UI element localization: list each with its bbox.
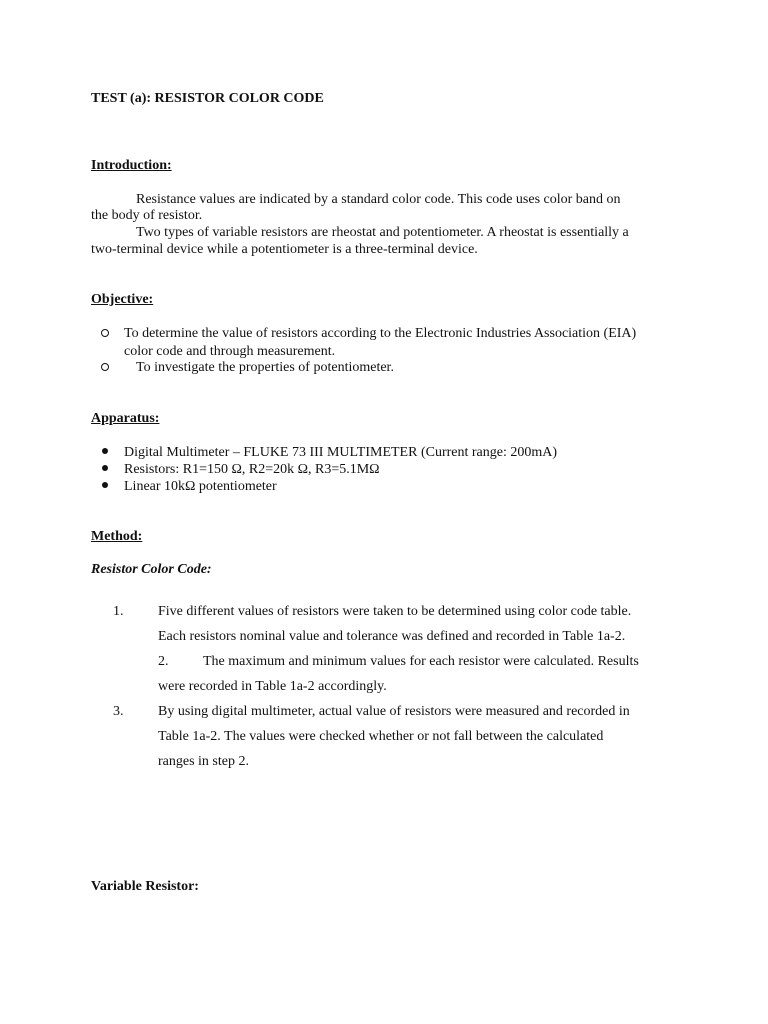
step-2-line-2: were recorded in Table 1a-2 accordingly. [158,679,387,694]
apparatus-item-1: Digital Multimeter – FLUKE 73 III MULTIMETER (Current range: 200mA) [124,445,558,460]
intro-line-2: the body of resistor. [91,208,203,223]
objective-item-1-line-2: color code and through measurement. [124,344,336,359]
objective-heading: Objective: [91,292,154,307]
method-subheading: Resistor Color Code: [91,562,212,577]
step-3-line-3: ranges in step 2. [158,754,249,769]
step-1-line-2: Each resistors nominal value and tolerance was defined and recorded in Table 1a-2. [158,629,626,644]
hollow-bullet-icon [101,363,109,371]
intro-line-1: Resistance values are indicated by a standard color code. This code uses color band on [136,192,621,207]
method-heading: Method: [91,529,143,544]
apparatus-item-3: Linear 10kΩ potentiometer [124,479,277,494]
page-title: TEST (a): RESISTOR COLOR CODE [91,91,324,106]
step-3-line-1: By using digital multimeter, actual value of resistors were measured and recorded in [158,704,630,719]
objective-item-1-line-1: To determine the value of resistors according to the Electronic Industries Association (EIA) [124,326,637,341]
introduction-heading: Introduction: [91,158,172,173]
step-number-2: 2. [158,654,169,669]
bullet-icon [102,482,108,488]
step-1-line-1: Five different values of resistors were taken to be determined using color code table. [158,604,632,619]
intro-line-3: Two types of variable resistors are rheostat and potentiometer. A rheostat is essentially a [136,225,629,240]
hollow-bullet-icon [101,329,109,337]
step-number-3: 3. [113,704,124,719]
apparatus-heading: Apparatus: [91,411,160,426]
step-2-line-1: The maximum and minimum values for each resistor were calculated. Results [203,654,639,669]
bullet-icon [102,448,108,454]
intro-line-4: two-terminal device while a potentiometer is a three-terminal device. [91,242,478,257]
apparatus-item-2: Resistors: R1=150 Ω, R2=20k Ω, R3=5.1MΩ [124,462,380,477]
bullet-icon [102,465,108,471]
variable-resistor-heading: Variable Resistor: [91,879,199,894]
step-number-1: 1. [113,604,124,619]
objective-item-2: To investigate the properties of potentiometer. [136,360,394,375]
step-3-line-2: Table 1a-2. The values were checked whether or not fall between the calculated [158,729,604,744]
